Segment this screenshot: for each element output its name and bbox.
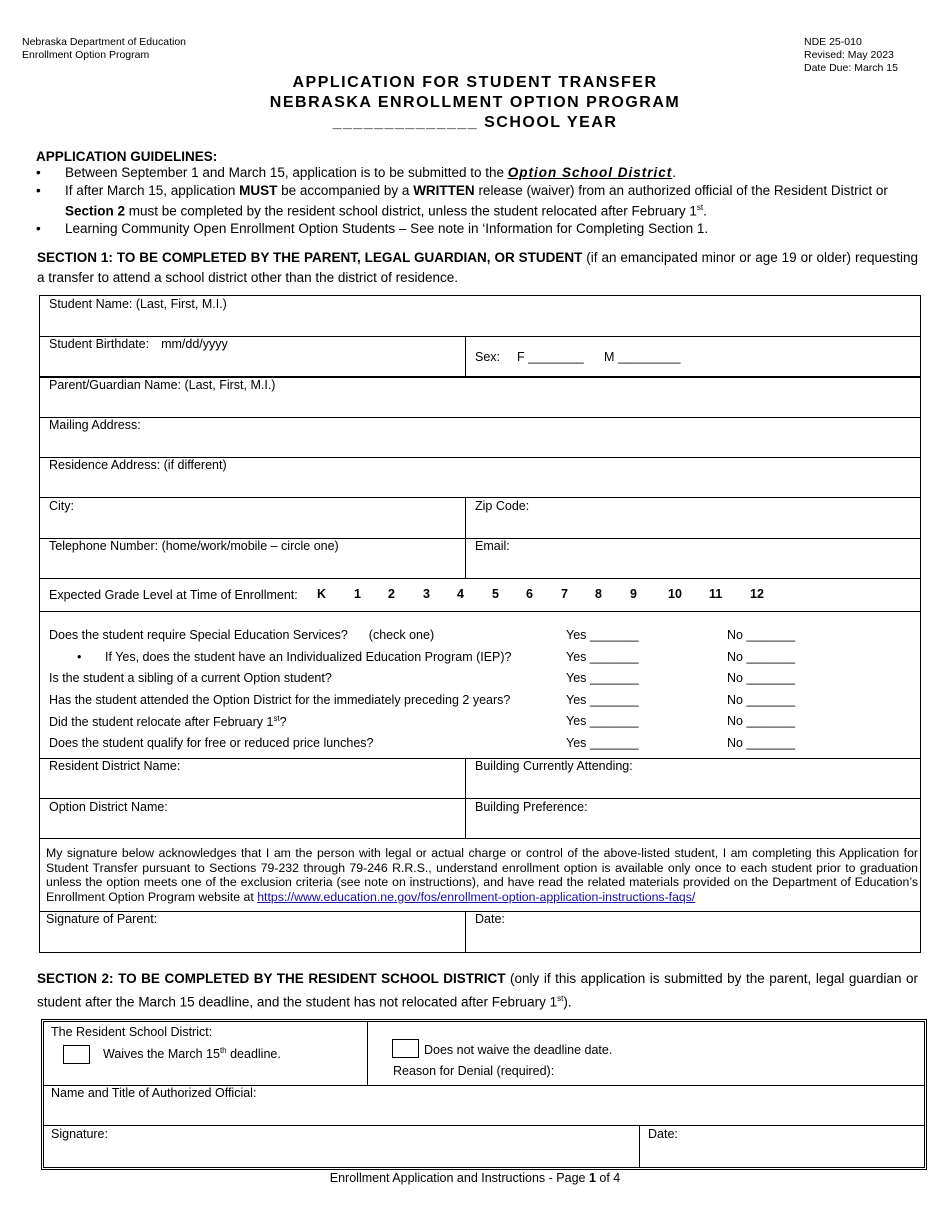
building-preference-field[interactable]: Building Preference:	[475, 800, 588, 814]
yes-option[interactable]: Yes _______	[566, 650, 639, 664]
city-field[interactable]: City:	[49, 499, 74, 513]
authorized-official-field[interactable]: Name and Title of Authorized Official:	[51, 1086, 257, 1100]
due-date: Date Due: March 15	[804, 62, 898, 74]
grade-option-7[interactable]: 7	[561, 587, 568, 601]
guideline-item: • Learning Community Open Enrollment Option Students – See note in ‘Information for Completing Section 1.	[36, 220, 920, 238]
yes-option[interactable]: Yes _______	[566, 671, 639, 685]
no-option[interactable]: No _______	[727, 671, 796, 685]
section2-heading: SECTION 2: TO BE COMPLETED BY THE RESIDENT SCHOOL DISTRICT	[37, 971, 506, 986]
grade-option-11[interactable]: 11	[709, 587, 723, 601]
student-birthdate-field[interactable]: Student Birthdate: mm/dd/yyyy	[49, 337, 228, 351]
grade-option-12[interactable]: 12	[750, 587, 764, 601]
question-lunch: Does the student qualify for free or reduced price lunches?	[49, 736, 374, 750]
sex-female-option[interactable]: F ________	[517, 350, 584, 364]
section1-heading: SECTION 1: TO BE COMPLETED BY THE PARENT, LEGAL GUARDIAN, OR STUDENT	[37, 250, 583, 265]
parent-name-field[interactable]: Parent/Guardian Name: (Last, First, M.I.)	[49, 378, 276, 392]
resident-district-field[interactable]: Resident District Name:	[49, 759, 181, 773]
grade-option-10[interactable]: 10	[668, 587, 682, 601]
option-district-field[interactable]: Option District Name:	[49, 800, 168, 814]
yes-option[interactable]: Yes _______	[566, 736, 639, 750]
question-sibling: Is the student a sibling of a current Option student?	[49, 671, 332, 685]
page-footer: Enrollment Application and Instructions - Page 1 of 4	[329, 1171, 621, 1185]
no-option[interactable]: No _______	[727, 714, 796, 728]
page-number: 1	[588, 1171, 596, 1185]
option-school-district-emphasis: Option School District	[507, 165, 673, 180]
revised-date: Revised: May 2023	[804, 49, 894, 61]
parent-signature-field[interactable]: Signature of Parent:	[46, 912, 158, 926]
yes-option[interactable]: Yes _______	[566, 693, 639, 707]
no-option[interactable]: No _______	[727, 650, 796, 664]
grade-option-1[interactable]: 1	[354, 587, 361, 601]
grade-option-6[interactable]: 6	[526, 587, 533, 601]
yes-option[interactable]: Yes _______	[566, 628, 639, 642]
sex-male-option[interactable]: M _________	[604, 350, 681, 364]
waive-label: Waives the March 15th deadline.	[103, 1046, 281, 1062]
official-signature-date-field[interactable]: Date:	[648, 1127, 678, 1141]
grade-option-8[interactable]: 8	[595, 587, 602, 601]
guidelines-list	[36, 164, 920, 238]
zip-code-field[interactable]: Zip Code:	[475, 499, 530, 513]
question-special-ed: Does the student require Special Education Services? (check one)	[49, 628, 435, 642]
yes-option[interactable]: Yes _______	[566, 714, 639, 728]
email-field[interactable]: Email:	[475, 539, 510, 553]
bullet: •	[77, 650, 82, 664]
question-iep: • If Yes, does the student have an Individualized Education Program (IEP)?	[77, 650, 512, 664]
sex-field: Sex:	[475, 350, 501, 364]
resident-school-district-label: The Resident School District:	[51, 1025, 213, 1039]
acknowledgment-text: My signature below acknowledges that I am the person with legal or actual charge or control of the above-listed student, I am completing this Application for Student Transfer pursuant to Sections 79-232 through 79-246 R.R.S., understand enrollment option is available only once to each student prior to graduation unless the option meets one of the exclusion criteria (see note on instructions), and have read the related materials provided on the Department of Education’s Enrollment Option Program website at https://www.education.ne.gov/fos/enrollment-option-application-instructions-faqs/	[46, 846, 918, 904]
grade-option-9[interactable]: 9	[630, 587, 637, 601]
program-name: Enrollment Option Program	[22, 49, 150, 61]
no-option[interactable]: No _______	[727, 628, 796, 642]
grade-option-3[interactable]: 3	[423, 587, 430, 601]
not-waive-checkbox[interactable]	[392, 1039, 419, 1058]
student-name-field[interactable]: Student Name: (Last, First, M.I.)	[49, 297, 227, 311]
reason-for-denial-field[interactable]: Reason for Denial (required):	[393, 1064, 555, 1078]
form-title: APPLICATION FOR STUDENT TRANSFER	[292, 74, 658, 91]
parent-signature-date-field[interactable]: Date:	[475, 912, 505, 926]
question-attended-option: Has the student attended the Option District for the immediately preceding 2 years?	[49, 693, 511, 707]
grade-level-label: Expected Grade Level at Time of Enrollment:	[49, 588, 298, 602]
waive-checkbox[interactable]	[63, 1045, 90, 1064]
telephone-field[interactable]: Telephone Number: (home/work/mobile – circle one)	[49, 539, 339, 553]
no-option[interactable]: No _______	[727, 693, 796, 707]
not-waive-label: Does not waive the deadline date.	[424, 1043, 613, 1057]
section2-intro: SECTION 2: TO BE COMPLETED BY THE RESIDENT SCHOOL DISTRICT (only if this application is submitted by the parent, legal guardian or student after the March 15 deadline, and the student has not relocated after February 1st).	[37, 971, 918, 1009]
guideline-item: • If after March 15, application MUST be accompanied by a WRITTEN release (waiver) from an authorized official of the Resident District or Section 2 must be completed by the resident school district, unless the student relocated after February 1st.	[36, 182, 920, 221]
guidelines-heading: APPLICATION GUIDELINES:	[36, 149, 218, 164]
form-subtitle: NEBRASKA ENROLLMENT OPTION PROGRAM	[269, 94, 681, 111]
agency-header	[22, 36, 186, 62]
question-relocated: Did the student relocate after February 1st?	[49, 714, 287, 730]
guideline-item: • Between September 1 and March 15, application is to be submitted to the Option School District.	[36, 164, 920, 182]
school-year-line: ______________ SCHOOL YEAR	[332, 114, 618, 131]
building-attending-field[interactable]: Building Currently Attending:	[475, 759, 633, 773]
grade-option-5[interactable]: 5	[492, 587, 499, 601]
no-option[interactable]: No _______	[727, 736, 796, 750]
section1-intro: SECTION 1: TO BE COMPLETED BY THE PARENT, LEGAL GUARDIAN, OR STUDENT (if an emancipated minor or age 19 or older) requesting a transfer to attend a school district other than the district of residence.	[37, 250, 918, 285]
grade-option-2[interactable]: 2	[388, 587, 395, 601]
grade-option-k[interactable]: K	[317, 587, 327, 601]
birthdate-format: mm/dd/yyyy	[161, 337, 228, 351]
official-signature-field[interactable]: Signature:	[51, 1127, 108, 1141]
agency-name: Nebraska Department of Education	[22, 36, 187, 48]
form-meta	[804, 36, 898, 75]
residence-address-field[interactable]: Residence Address: (if different)	[49, 458, 227, 472]
mailing-address-field[interactable]: Mailing Address:	[49, 418, 141, 432]
form-number: NDE 25-010	[804, 36, 862, 48]
grade-option-4[interactable]: 4	[457, 587, 464, 601]
instructions-link[interactable]: https://www.education.ne.gov/fos/enrollment-option-application-instructions-faqs/	[257, 889, 696, 904]
